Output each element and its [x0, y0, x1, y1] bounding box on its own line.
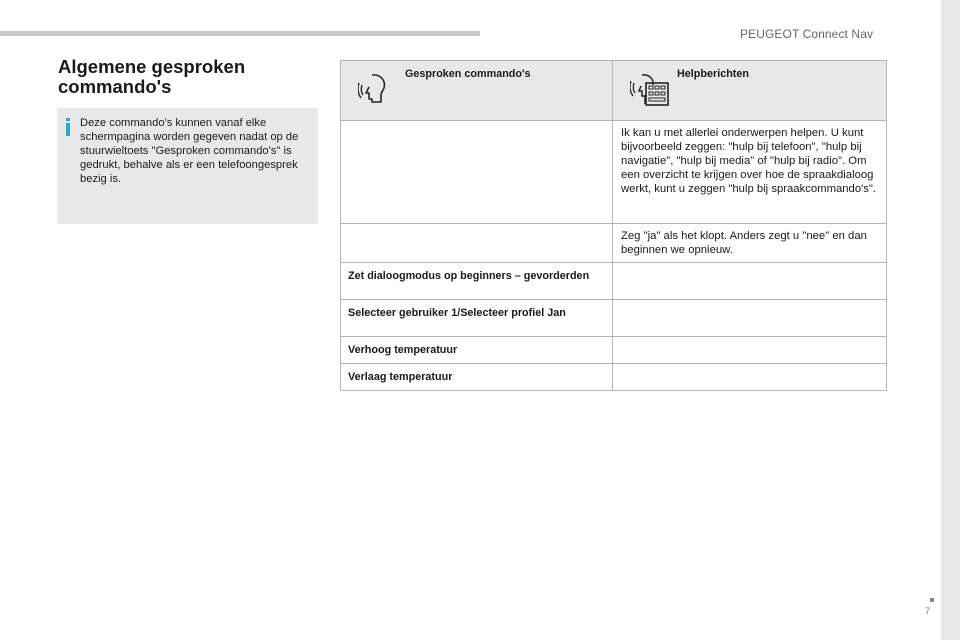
command-cell — [341, 300, 613, 337]
command-text — [341, 121, 612, 133]
header-rule — [0, 31, 480, 36]
page-number: 7 — [925, 606, 931, 616]
help-text: Ik kan u met allerlei onderwerpen helpen. U kunt bijvoorbeeld zeggen: "hulp bij telefoon", "hulp bij navigatie", "hulp bij media" of "hulp bij radio". Om een overzicht te krijgen over hoe de spraakdialoog werkt, kunt u zeggen "hulp bij spraakcommando's". — [621, 127, 877, 195]
help-cell — [613, 300, 887, 337]
table-row — [341, 364, 887, 391]
column-header-commands-label: Gesproken commando's — [405, 68, 531, 80]
page-marker — [930, 598, 934, 602]
column-header-commands — [341, 61, 613, 121]
help-cell — [613, 263, 887, 300]
voice-commands-table — [340, 60, 887, 391]
help-cell — [613, 224, 887, 263]
info-text: Deze commando's kunnen vanaf elke schermpagina worden gegeven nadat op de stuurwieltoets "Gesproken commando's" is gedrukt, behalve als er een telefoongesprek bezig is. — [80, 117, 299, 185]
command-cell — [341, 364, 613, 391]
command-text: Zet dialoogmodus op beginners – gevorderden — [348, 270, 590, 282]
command-text: Verlaag temperatuur — [348, 371, 453, 383]
table-row — [341, 121, 887, 224]
table-row — [341, 300, 887, 337]
page-edge-tab — [941, 0, 960, 640]
column-header-help-label: Helpberichten — [677, 68, 749, 80]
command-text — [341, 224, 612, 236]
help-text — [613, 337, 886, 347]
help-text — [613, 364, 886, 374]
command-cell — [341, 337, 613, 364]
voice-command-icon — [358, 71, 392, 110]
help-cell — [613, 121, 887, 224]
info-icon — [66, 118, 70, 136]
table-row — [341, 224, 887, 263]
help-cell — [613, 364, 887, 391]
help-text — [613, 263, 886, 273]
help-text — [613, 300, 886, 310]
command-cell — [341, 121, 613, 224]
table-row — [341, 263, 887, 300]
command-text: Verhoog temperatuur — [348, 344, 458, 356]
command-text: Selecteer gebruiker 1/Selecteer profiel Jan — [348, 307, 566, 319]
command-cell — [341, 263, 613, 300]
column-header-help — [613, 61, 887, 121]
help-text: Zeg "ja" als het klopt. Anders zegt u "nee" en dan beginnen we opnieuw. — [621, 230, 867, 256]
help-cell — [613, 337, 887, 364]
section-heading: Algemene gesproken commando's — [58, 56, 246, 97]
table-row — [341, 337, 887, 364]
command-cell — [341, 224, 613, 263]
voice-help-screen-icon — [630, 71, 670, 112]
header-title: PEUGEOT Connect Nav — [740, 27, 874, 41]
